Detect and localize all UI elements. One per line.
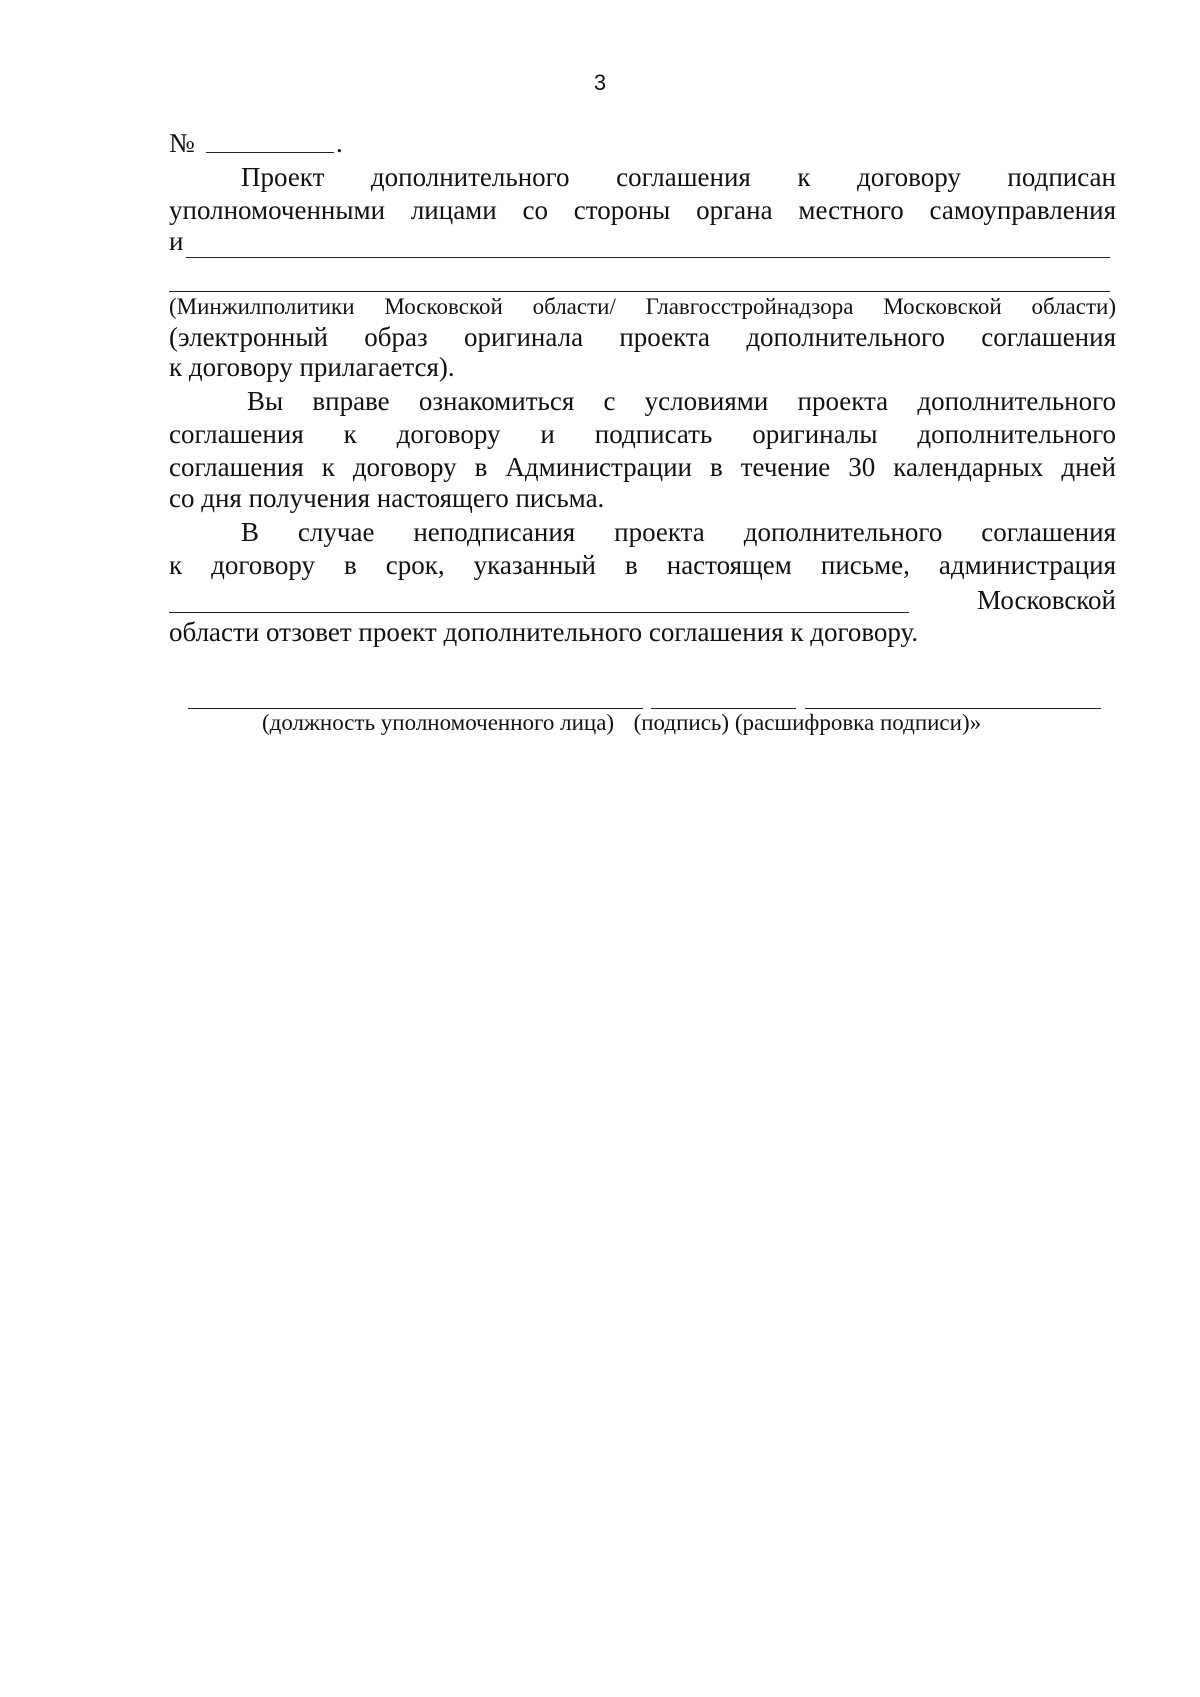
paragraph-1-line-2: уполномоченными лицами со стороны органа местного самоуправления [169,195,1116,225]
position-blank [188,708,643,709]
paragraph-2-line-1: (электронный образ оригинала проекта дополнительного соглашения [169,322,1116,352]
paragraph-3-line-1: Вы вправе ознакомиться с условиями проекта дополнительного [247,386,1116,416]
organization-caption: (Минжилполитики Московской области/ Главгосстройнадзора Московской области) [169,294,1116,319]
signature-blank [651,708,796,709]
organization-blank-1 [186,257,1110,258]
paragraph-3-line-4: со дня получения настоящего письма. [169,483,605,513]
administration-blank [169,612,909,613]
organization-blank-2 [169,291,1110,292]
letter-number-blank [206,152,334,153]
letter-number-dot: . [336,128,343,158]
paragraph-4-line-2: к договору в срок, указанный в настоящем письме, администрация [169,550,1116,580]
decoding-caption: (расшифровка подписи)» [734,710,982,735]
signature-captions [262,710,1042,736]
number-sign: № [169,128,195,158]
paragraph-3-line-2: соглашения к договору и подписать оригиналы дополнительного [169,419,1116,449]
paragraph-4-line-1: В случае неподписания проекта дополнительного соглашения [241,517,1116,547]
letter-number-line [169,128,469,158]
paragraph-3-line-3: соглашения к договору в Администрации в течение 30 календарных дней [169,452,1116,482]
position-caption: (должность уполномоченного лица) [262,710,615,735]
paragraph-1-line-3: и [169,226,184,256]
signature-caption: (подпись) [633,710,730,735]
paragraph-4-line-3: Московской [976,585,1116,615]
paragraph-4-line-4: области отзовет проект дополнительного соглашения к договору. [169,617,919,647]
paragraph-1-line-1: Проект дополнительного соглашения к договору подписан [241,162,1116,192]
page-number: 3 [593,70,607,95]
paragraph-2-line-2: к договору прилагается). [169,352,455,382]
decoding-blank [805,708,1101,709]
